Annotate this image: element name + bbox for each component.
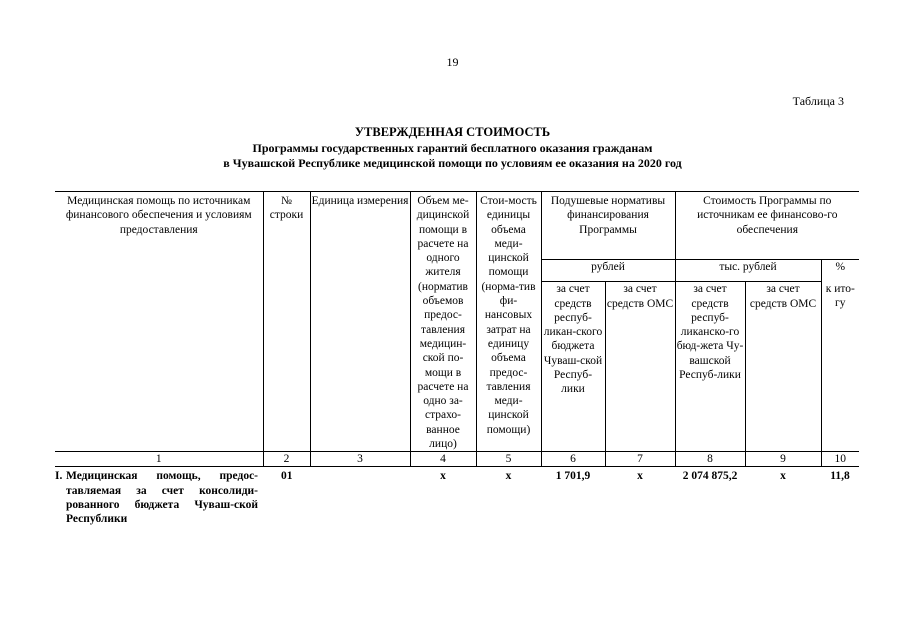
- column-number: 3: [310, 452, 410, 467]
- row-percent: 11,8: [830, 470, 850, 483]
- row-name: Медицинская помощь, предос-тавляемая за счет консолиди-рованного бюджета Чуваш-ской Республики: [66, 470, 258, 526]
- header-per-capita-oms: за счет средств ОМС: [605, 282, 675, 452]
- table-number: Таблица 3: [792, 94, 844, 108]
- header-program-cost-group: Стоимость Программы по источникам ее финансово-го обеспечения: [675, 192, 859, 260]
- column-number: 6: [541, 452, 605, 467]
- header-per-capita-budget: за счет средств респуб-ликан-ского бюджета Чуваш-ской Респуб-лики: [541, 282, 605, 452]
- header-percent-of-total: к ито-гу: [821, 282, 859, 452]
- title-line-3: в Чувашской Республике медицинской помощи по условиям ее оказания на 2020 год: [223, 156, 682, 170]
- title-line-1: УТВЕРЖДЕННАЯ СТОИМОСТЬ: [354, 125, 551, 139]
- column-number: 8: [675, 452, 745, 467]
- header-cost-budget: за счет средств респуб-ликанско-го бюд-жета Чу-вашской Респуб-лики: [675, 282, 745, 452]
- row-volume: х: [440, 470, 446, 483]
- header-medical-care: Медицинская помощь по источникам финансового обеспечения и условиям предоставления: [55, 192, 263, 452]
- row-unit: [310, 467, 410, 527]
- row-cost-budget: 2 074 875,2: [682, 470, 738, 483]
- table-row: [55, 467, 859, 527]
- header-unit-cost: Стои-мость единицы объема меди-цинской помощи (норма-тив фи-нансовых затрат на единицу объема предос-тавления меди-цинской помощи): [476, 192, 541, 452]
- cost-table: [55, 191, 859, 527]
- column-number: 1: [55, 452, 263, 467]
- column-number: 9: [745, 452, 821, 467]
- column-number: 10: [821, 452, 859, 467]
- header-rubles: рублей: [541, 259, 675, 282]
- column-number: 5: [476, 452, 541, 467]
- title-line-2: Программы государственных гарантий бесплатного оказания гражданам: [252, 141, 653, 155]
- column-number: 4: [410, 452, 476, 467]
- row-line-number: 01: [281, 470, 293, 483]
- header-cost-oms: за счет средств ОМС: [745, 282, 821, 452]
- row-roman-numeral: I.: [55, 470, 63, 483]
- header-thousand-rubles: тыс. рублей: [675, 259, 821, 282]
- header-unit: Единица измерения: [310, 192, 410, 452]
- row-per-capita-budget: 1 701,9: [555, 470, 591, 483]
- column-number: 7: [605, 452, 675, 467]
- row-name-cell: [55, 467, 263, 527]
- row-per-capita-oms: х: [637, 470, 643, 483]
- header-percent-sign: %: [821, 259, 859, 282]
- header-per-capita-group: Подушевые нормативы финансирования Программы: [541, 192, 675, 260]
- header-volume: Объем ме-дицинской помощи в расчете на одного жителя (норматив объемов предос-тавления медицин-ской по-мощи в расчете на одно за-страхо-ванное лицо): [410, 192, 476, 452]
- header-line-number: № строки: [263, 192, 310, 452]
- page-number: 19: [446, 55, 459, 69]
- row-unit-cost: х: [505, 470, 512, 483]
- table-title: [0, 124, 905, 171]
- column-number: 2: [263, 452, 310, 467]
- column-number-row: [55, 452, 859, 467]
- row-cost-oms: х: [780, 470, 786, 483]
